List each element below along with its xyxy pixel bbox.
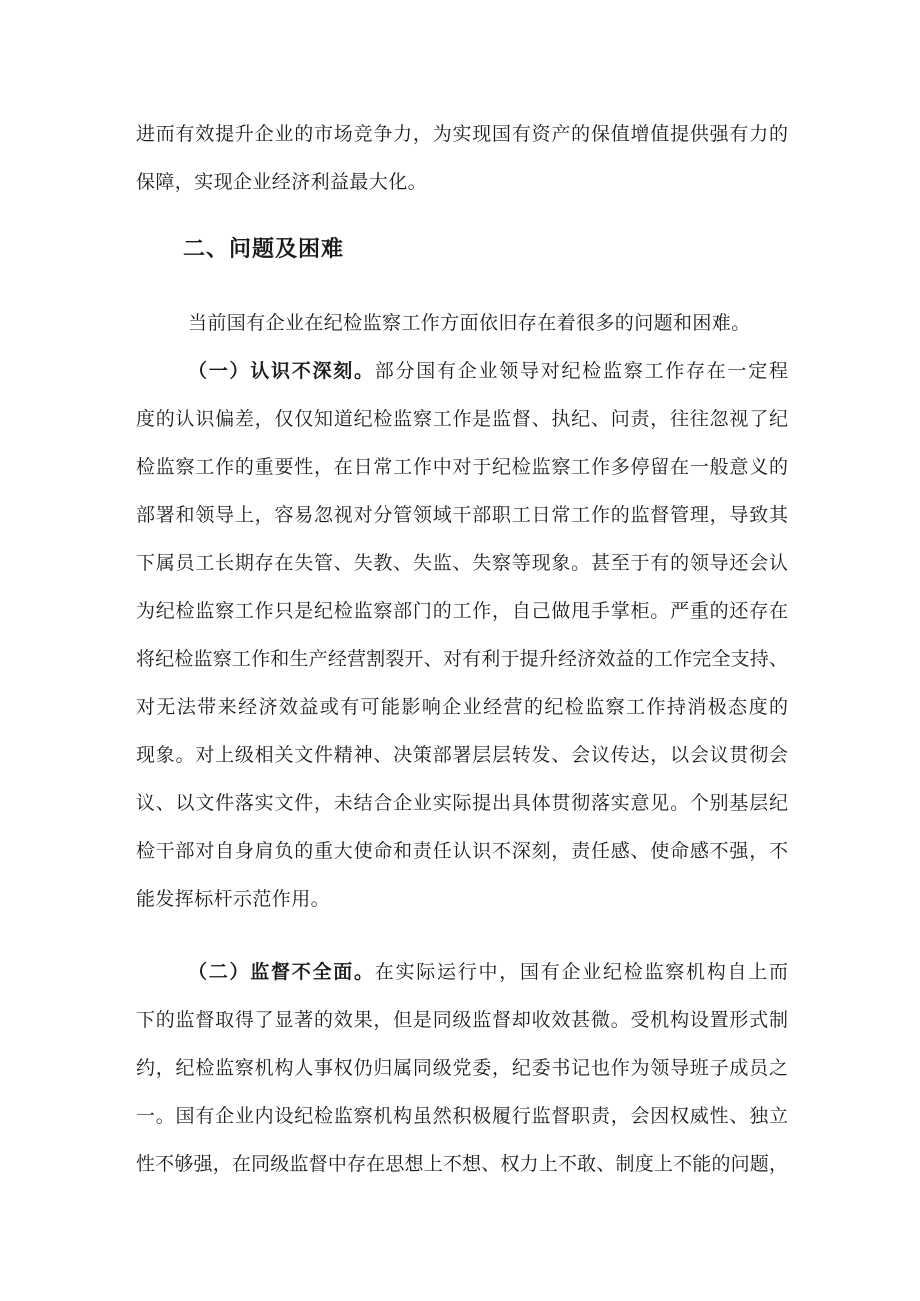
point1-line: 将纪检监察工作和生产经营割裂开、对有利于提升经济效益的工作完全支持、 [136,648,788,670]
point1-line: 议、以文件落实文件，未结合企业实际提出具体贯彻落实意见。个别基层纪 [136,792,788,814]
point2-line: 性不够强，在同级监督中存在思想上不想、权力上不敢、制度上不能的问题， [136,1153,788,1175]
point1-first-line-rest: 部分国有企业领导对纪检监察工作存在一定程 [374,360,788,382]
point1-line: 对无法带来经济效益或有可能影响企业经营的纪检监察工作持消极态度的 [136,696,788,718]
point1-line: 度的认识偏差，仅仅知道纪检监察工作是监督、执纪、问责，往往忽视了纪 [136,408,788,430]
point1-lead: （一）认识不深刻。 [188,360,375,382]
point1-line: 部署和领导上，容易忽视对分管领域干部职工日常工作的监督管理，导致其 [136,504,788,526]
point1-line: 检监察工作的重要性，在日常工作中对于纪检监察工作多停留在一般意义的 [136,456,788,478]
point2-lead: （二）监督不全面。 [188,961,375,983]
point1-line: 能发挥标杆示范作用。 [136,888,331,910]
point1-first-line [188,359,788,383]
point2-first-line-rest: 在实际运行中，国有企业纪检监察机构自上而 [374,961,788,983]
point1-line: 现象。对上级相关文件精神、决策部署层层转发、会议传达，以会议贯彻会 [136,744,788,766]
section-intro: 当前国有企业在纪检监察工作方面依旧存在着很多的问题和困难。 [188,312,751,334]
point1-line: 下属员工长期存在失管、失教、失监、失察等现象。甚至于有的领导还会认 [136,552,788,574]
intro-line-1: 进而有效提升企业的市场竞争力，为实现国有资产的保值增值提供强有力的 [136,123,788,145]
point2-line: 一。国有企业内设纪检监察机构虽然积极履行监督职责，会因权威性、独立 [136,1105,788,1127]
point2-line: 约，纪检监察机构人事权仍归属同级党委，纪委书记也作为领导班子成员之 [136,1057,788,1079]
point2-first-line [188,960,788,984]
section-heading: 二、问题及困难 [183,237,345,262]
point2-line: 下的监督取得了显著的效果，但是同级监督却收效甚微。受机构设置形式制 [136,1009,788,1031]
intro-line-2: 保障，实现企业经济利益最大化。 [136,171,428,193]
point1-line: 检干部对自身肩负的重大使命和责任认识不深刻，责任感、使命感不强，不 [136,840,788,862]
point1-line: 为纪检监察工作只是纪检监察部门的工作，自己做甩手掌柜。严重的还存在 [136,600,788,622]
